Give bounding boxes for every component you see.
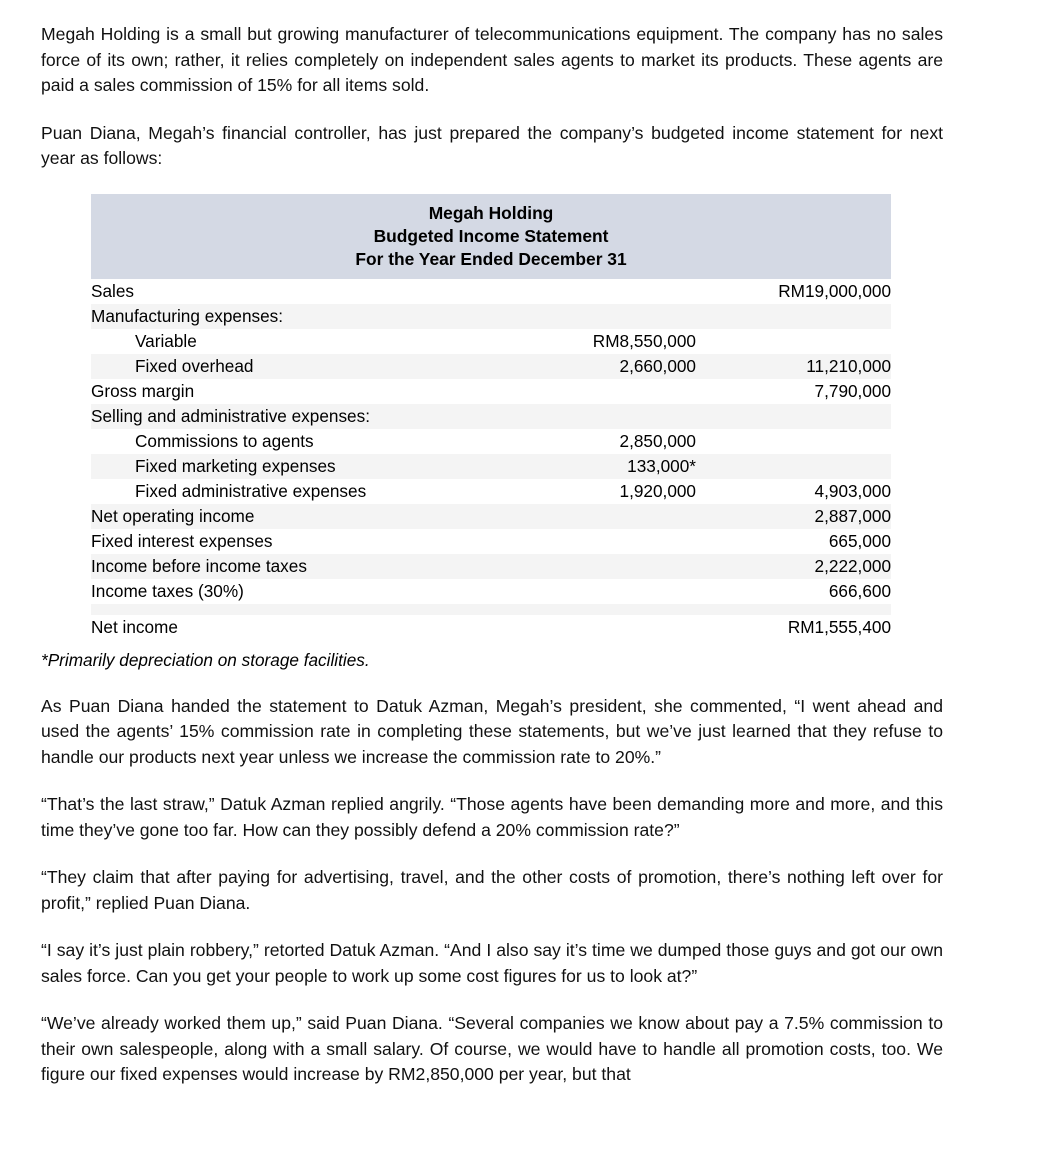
row-right-amount: RM1,555,400 [696,615,891,640]
body-paragraph-5: “We’ve already worked them up,” said Puan Diana. “Several companies we know about pay a 7.5% commission to their own salespeople, along with a small salary. Of course, we would have to handle all promotion costs, too. We figure our fixed expenses would increase by RM2,850,000 per year, but that [41,1013,943,1084]
row-right-amount: 666,600 [696,579,891,604]
table-row [91,479,891,504]
row-mid-amount [528,504,696,529]
row-mid-amount [528,379,696,404]
row-right-amount: 665,000 [696,529,891,554]
row-label: Net income [91,615,528,640]
table-row [91,404,891,429]
row-label: Sales [91,279,528,304]
body-paragraph-3: “They claim that after paying for advertising, travel, and the other costs of promotion, there’s nothing left over for profit,” replied Puan Diana. [41,867,943,913]
row-label: Selling and administrative expenses: [91,404,528,429]
row-right-amount: 4,903,000 [696,479,891,504]
row-label: Variable [91,329,528,354]
table-row [91,504,891,529]
row-right-amount: RM19,000,000 [696,279,891,304]
row-label: Income before income taxes [91,554,528,579]
statement-header-row [91,194,891,279]
table-row [91,579,891,604]
row-mid-amount: 2,850,000 [528,429,696,454]
row-label: Commissions to agents [91,429,528,454]
table-row [91,615,891,640]
body-paragraph-1: As Puan Diana handed the statement to Datuk Azman, Megah’s president, she commented, “I went ahead and used the agents’ 15% commission rate in completing these statements, but we’ve just learned that they refuse to handle our products next year unless we increase the commission rate to 20%.” [41,695,943,767]
statement-footnote: *Primarily depreciation on storage facilities. [41,649,370,670]
statement-company-name: Megah Holding [428,202,554,223]
table-row [91,279,891,304]
row-mid-amount [528,529,696,554]
row-right-amount: 7,790,000 [696,379,891,404]
statement-title-block [91,194,891,279]
income-statement-table-wrapper [91,194,891,640]
intro-paragraph-2: Puan Diana, Megah’s financial controller, has just prepared the company’s budgeted income statement for next year as follows: [41,122,943,168]
row-label: Net operating income [91,504,528,529]
row-mid-amount [528,554,696,579]
row-mid-amount [528,579,696,604]
table-row [91,454,891,479]
row-mid-amount: 1,920,000 [528,479,696,504]
table-row [91,529,891,554]
document-content [41,22,943,1088]
row-right-amount: 11,210,000 [696,354,891,379]
table-row [91,379,891,404]
row-mid-amount: RM8,550,000 [528,329,696,354]
body-paragraph-4: “I say it’s just plain robbery,” retorted Datuk Azman. “And I also say it’s time we dumped those guys and got our own sales force. Can you get your people to work up some cost figures for us to look at?” [41,940,943,986]
table-row [91,304,891,329]
budgeted-income-statement-table [91,194,891,640]
spacer-cell [696,604,891,615]
row-label: Fixed marketing expenses [91,454,528,479]
row-right-amount [696,429,891,454]
row-label: Gross margin [91,379,528,404]
spacer-cell [528,604,696,615]
body-paragraph-2: “That’s the last straw,” Datuk Azman replied angrily. “Those agents have been demanding more and more, and this time they’ve gone too far. How can they possibly defend a 20% commission rate?” [41,794,943,840]
row-label: Fixed administrative expenses [91,479,528,504]
row-mid-amount: 133,000* [528,454,696,479]
table-spacer-row [91,604,891,615]
intro-paragraph-1: Megah Holding is a small but growing manufacturer of telecommunications equipment. The company has no sales force of its own; rather, it relies completely on independent sales agents to market its products. These agents are paid a sales commission of 15% for all items sold. [41,24,943,95]
spacer-cell [91,604,528,615]
row-mid-amount [528,404,696,429]
row-right-amount: 2,887,000 [696,504,891,529]
statement-title: Budgeted Income Statement [373,225,609,246]
row-right-amount [696,304,891,329]
row-label: Income taxes (30%) [91,579,528,604]
row-label: Manufacturing expenses: [91,304,528,329]
row-label: Fixed interest expenses [91,529,528,554]
statement-period: For the Year Ended December 31 [355,248,627,269]
row-label: Fixed overhead [91,354,528,379]
row-right-amount [696,454,891,479]
table-row [91,329,891,354]
table-row [91,554,891,579]
row-right-amount: 2,222,000 [696,554,891,579]
row-right-amount [696,404,891,429]
row-mid-amount [528,279,696,304]
table-row [91,429,891,454]
row-mid-amount [528,304,696,329]
row-right-amount [696,329,891,354]
table-row [91,354,891,379]
row-mid-amount: 2,660,000 [528,354,696,379]
row-mid-amount [528,615,696,640]
